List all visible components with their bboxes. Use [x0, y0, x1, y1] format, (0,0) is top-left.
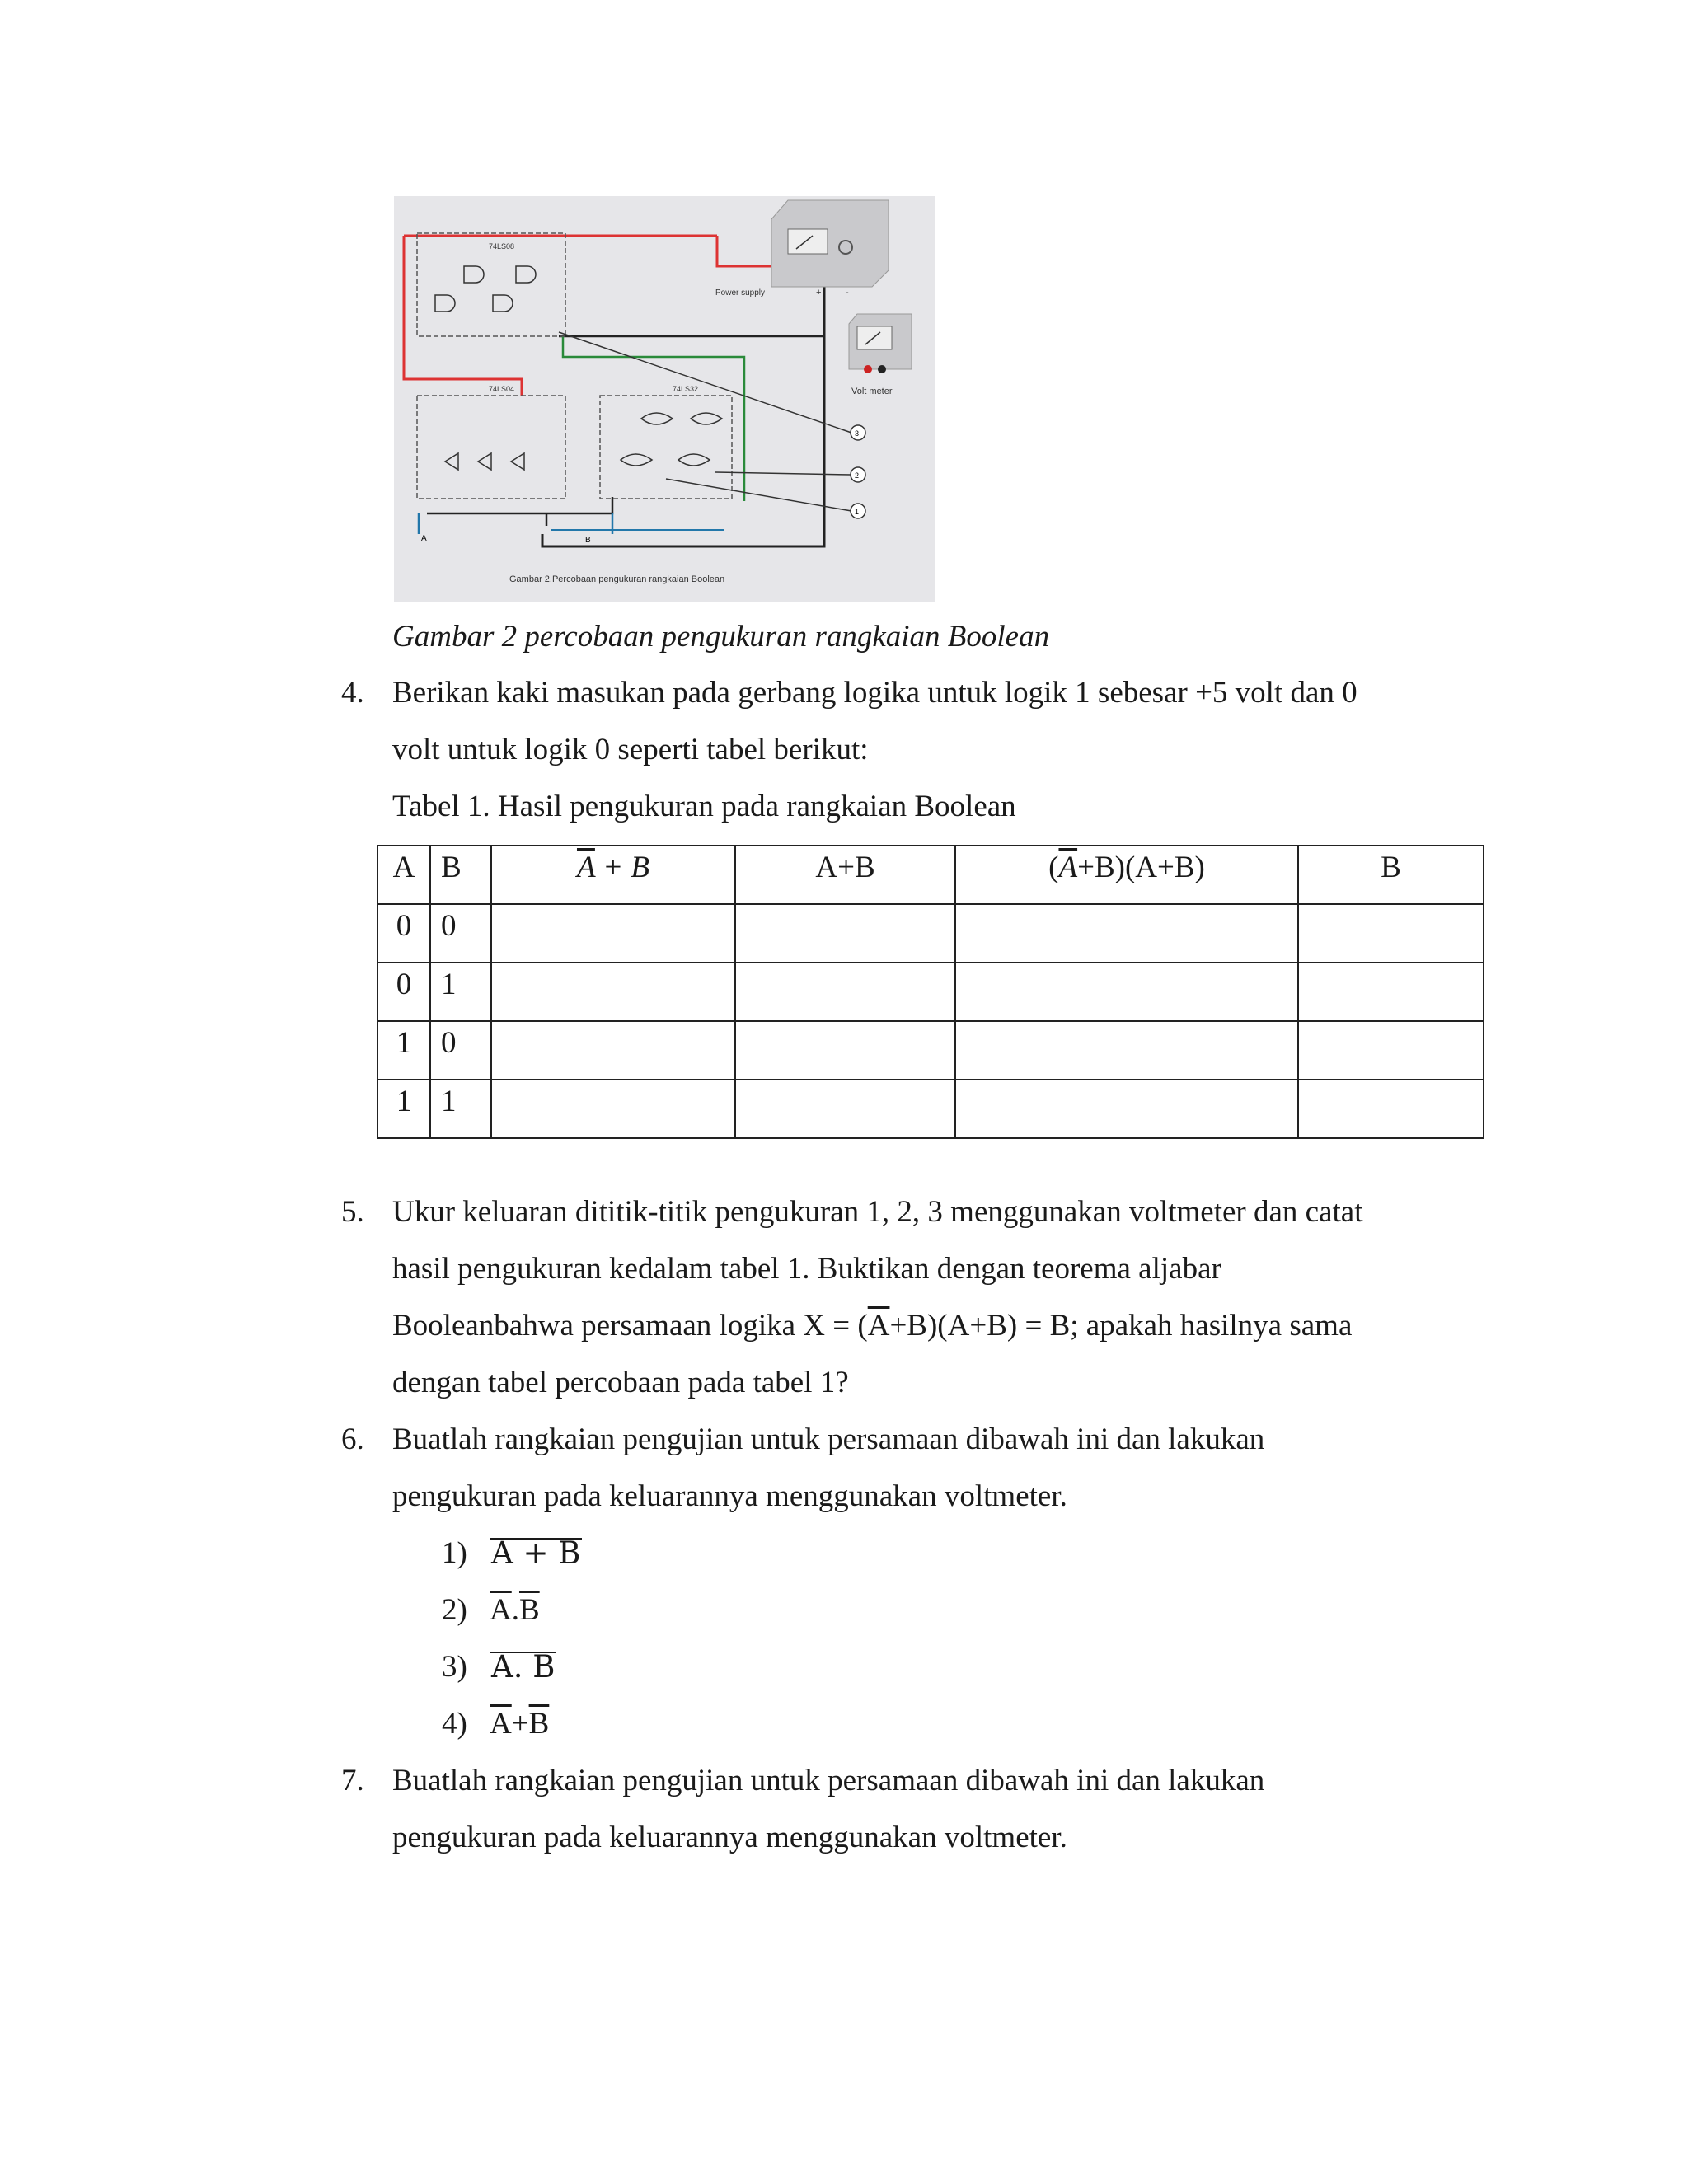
cell-a: 1 — [377, 1080, 430, 1138]
cell-b: 0 — [430, 904, 491, 963]
cell-empty[interactable] — [491, 1021, 735, 1080]
item-1-number: 1) — [442, 1536, 467, 1570]
item-4-expression: $\overline{A}+\overline{B}$ — [490, 1707, 550, 1741]
cell-empty[interactable] — [955, 963, 1298, 1021]
plus-label: + — [816, 288, 822, 298]
step-7-line-2: pengukuran pada keluarannya menggunakan voltmeter. — [392, 1821, 1067, 1854]
probe-2-label: 2 — [855, 471, 860, 480]
cell-empty[interactable] — [491, 963, 735, 1021]
table-title: Tabel 1. Hasil pengukuran pada rangkaian Boolean — [392, 790, 1016, 823]
figure-inner-caption: Gambar 2.Percobaan pengukuran rangkaian Boolean — [509, 574, 725, 584]
step-6-line-1: Buatlah rangkaian pengujian untuk persamaan dibawah ini dan lakukan — [392, 1422, 1265, 1456]
cell-empty[interactable] — [735, 963, 955, 1021]
cell-empty[interactable] — [735, 1080, 955, 1138]
cell-empty[interactable] — [491, 904, 735, 963]
circuit-figure — [394, 196, 935, 602]
header-b: B — [430, 846, 491, 904]
results-table — [377, 845, 1484, 1139]
item-4-number: 4) — [442, 1707, 467, 1741]
circuit-diagram — [394, 196, 935, 602]
step-4-line-2: volt untuk logik 0 seperti tabel berikut: — [392, 733, 869, 766]
probe-3-label: 3 — [855, 429, 860, 438]
cell-empty[interactable] — [1298, 963, 1484, 1021]
cell-b: 1 — [430, 963, 491, 1021]
table-header-row — [377, 846, 1484, 904]
input-b-label: B — [585, 536, 591, 545]
step-4-line-1: Berikan kaki masukan pada gerbang logika untuk logik 1 sebesar +5 volt dan 0 — [392, 676, 1357, 710]
cell-a: 0 — [377, 963, 430, 1021]
cell-empty[interactable] — [735, 904, 955, 963]
step-4-number: 4. — [341, 676, 364, 710]
item-1-expression: A + B — [491, 1535, 581, 1571]
cell-a: 0 — [377, 904, 430, 963]
cell-empty[interactable] — [1298, 1021, 1484, 1080]
minus-label: - — [846, 288, 849, 298]
item-3-expression: A. B — [491, 1649, 556, 1685]
step-7-line-1: Buatlah rangkaian pengujian untuk persamaan dibawah ini dan lakukan — [392, 1764, 1265, 1797]
item-2-expression: $\overline{A}.\overline{B}$ — [490, 1593, 540, 1627]
cell-b: 1 — [430, 1080, 491, 1138]
header-product: $(\overline{A}+B)(A+B)$ — [955, 846, 1298, 904]
step-5-line-3: Booleanbahwa persamaan logika $X = (\overline{A}+B)(A+B) = B$; apakah hasilnya sama — [392, 1309, 1353, 1343]
cell-empty[interactable] — [955, 904, 1298, 963]
header-a: A — [377, 846, 430, 904]
header-a-plus-b: A+B — [735, 846, 955, 904]
step-5-line-2: hasil pengukuran kedalam tabel 1. Buktikan dengan teorema aljabar — [392, 1252, 1221, 1286]
cell-empty[interactable] — [735, 1021, 955, 1080]
table-row — [377, 1080, 1484, 1138]
header-not-a-plus-b: $\overline{A} + B$ — [491, 846, 735, 904]
step-5-number: 5. — [341, 1195, 364, 1229]
cell-empty[interactable] — [1298, 904, 1484, 963]
step-5-line-1: Ukur keluaran dititik-titik pengukuran 1, 2, 3 menggunakan voltmeter dan catat — [392, 1195, 1363, 1229]
cell-empty[interactable] — [955, 1080, 1298, 1138]
probe-1-label: 1 — [855, 508, 860, 516]
step-7-number: 7. — [341, 1764, 364, 1797]
item-3-number: 3) — [442, 1650, 467, 1684]
chip-74ls32-label: 74LS32 — [673, 385, 699, 393]
table-row — [377, 1021, 1484, 1080]
chip-74ls08-label: 74LS08 — [489, 242, 515, 251]
item-2-number: 2) — [442, 1593, 467, 1627]
volt-meter-label: Volt meter — [851, 387, 893, 396]
power-supply-label: Power supply — [715, 288, 766, 298]
cell-empty[interactable] — [955, 1021, 1298, 1080]
step-6-number: 6. — [341, 1422, 364, 1456]
figure-caption: Gambar 2 percobaan pengukuran rangkaian Boolean — [392, 620, 1050, 654]
chip-74ls04-label: 74LS04 — [489, 385, 515, 393]
step-6-line-2: pengukuran pada keluarannya menggunakan voltmeter. — [392, 1479, 1067, 1513]
header-b-result: B — [1298, 846, 1484, 904]
table-row — [377, 963, 1484, 1021]
cell-empty[interactable] — [491, 1080, 735, 1138]
input-a-label: A — [421, 534, 427, 543]
cell-a: 1 — [377, 1021, 430, 1080]
step-5-line-4: dengan tabel percobaan pada tabel 1? — [392, 1366, 849, 1399]
table-row — [377, 904, 1484, 963]
cell-empty[interactable] — [1298, 1080, 1484, 1138]
cell-b: 0 — [430, 1021, 491, 1080]
